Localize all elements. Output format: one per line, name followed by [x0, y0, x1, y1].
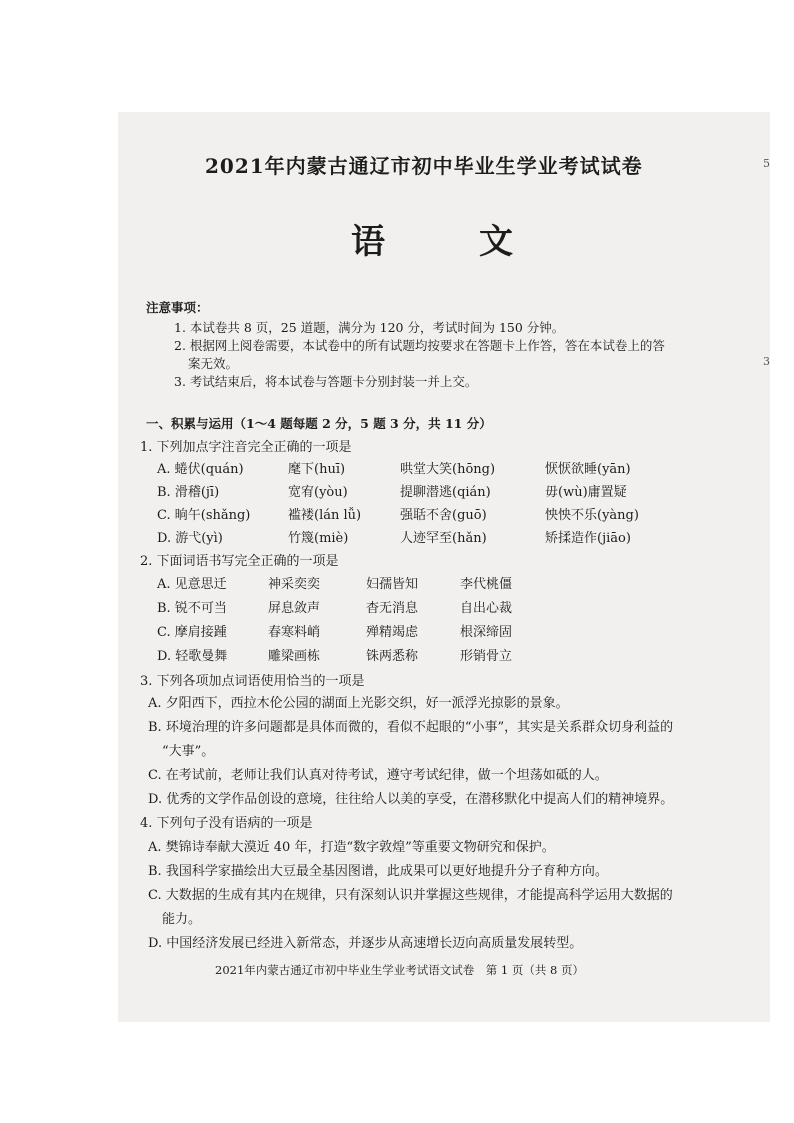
- q3-option: B. 环境治理的许多问题都是具体而微的，看似不起眼的“小事”，其实是关系群众切身利益的: [148, 720, 674, 735]
- notice-item: 2. 根据网上阅卷需要，本试卷中的所有试题均按要求在答题卡上作答，答在本试卷上的答: [174, 338, 665, 353]
- q1-option: 提聊潜逃(qián): [400, 485, 491, 500]
- q2-option: C. 摩肩接踵: [157, 625, 227, 640]
- q1-option: B. 滑稽(jī): [157, 485, 220, 500]
- q1-option: C. 晌午(shǎng): [157, 508, 251, 523]
- q2-option: 殚精竭虑: [366, 625, 419, 640]
- q1-option: 怏怏不乐(yàng): [545, 508, 639, 523]
- q4-option: D. 中国经济发展已经进入新常态，并逐步从高速增长迈向高质量发展转型。: [148, 936, 583, 951]
- q2-option: 铢两悉称: [366, 649, 419, 664]
- q3-option: “大事”。: [162, 744, 215, 759]
- subject-title: 语 文: [351, 222, 543, 262]
- q2-option: 妇孺皆知: [366, 577, 419, 592]
- question-stem: 2. 下面词语书写完全正确的一项是: [140, 554, 339, 569]
- q1-option: 麾下(huī): [288, 462, 346, 477]
- q1-option: 竹篾(miè): [288, 531, 349, 546]
- q2-option: 李代桃僵: [460, 577, 513, 592]
- q1-option: 宽宥(yòu): [288, 485, 348, 500]
- q4-option: B. 我国科学家描绘出大豆最全基因图谱，此成果可以更好地提升分子育种方向。: [148, 864, 608, 879]
- q2-option: 春寒料峭: [268, 625, 321, 640]
- question-stem: 3. 下列各项加点词语使用恰当的一项是: [140, 674, 365, 689]
- q2-option: A. 见意思迁: [157, 577, 227, 592]
- q2-option: 自出心裁: [460, 601, 513, 616]
- q2-option: 根深缔固: [460, 625, 513, 640]
- q2-option: 杳无消息: [366, 601, 419, 616]
- q2-option: 神采奕奕: [268, 577, 321, 592]
- q2-option: 屏息敛声: [268, 601, 321, 616]
- section-heading: 一、积累与运用（1～4 题每题 2 分，5 题 3 分，共 11 分）: [146, 416, 492, 431]
- q2-option: 雕梁画栋: [268, 649, 321, 664]
- question-stem: 1. 下列加点字注音完全正确的一项是: [140, 440, 352, 455]
- notice-item: 3. 考试结束后，将本试卷与答题卡分别封装一并上交。: [174, 374, 478, 389]
- exam-title: 2021年内蒙古通辽市初中毕业生学业考试试卷: [205, 154, 643, 178]
- notice-item: 1. 本试卷共 8 页，25 道题，满分为 120 分，考试时间为 150 分钟。: [174, 320, 565, 335]
- edge-mark: 5: [763, 157, 770, 170]
- q4-option: A. 樊锦诗奉献大漠近 40 年，打造“数字敦煌”等重要文物研究和保护。: [148, 840, 555, 855]
- q1-option: 哄堂大笑(hōng): [400, 462, 496, 477]
- q3-option: C. 在考试前，老师让我们认真对待考试，遵守考试纪律，做一个坦荡如砥的人。: [148, 768, 608, 783]
- q1-option: A. 蜷伏(quán): [157, 462, 244, 477]
- q1-option: 毋(wù)庸置疑: [545, 485, 627, 500]
- q1-option: 矫揉造作(jiāo): [545, 531, 631, 546]
- page-footer: 2021年内蒙古通辽市初中毕业生学业考试语文试卷 第 1 页（共 8 页）: [215, 963, 585, 977]
- q2-option: B. 锐不可当: [157, 601, 227, 616]
- q1-option: 人迹罕至(hǎn): [400, 531, 487, 546]
- q1-option: 褴褛(lán lǚ): [288, 508, 362, 523]
- q1-option: 强聒不舍(guō): [400, 508, 487, 523]
- q1-option: D. 游弋(yì): [157, 531, 223, 546]
- q3-option: D. 优秀的文学作品创设的意境，往往给人以美的享受，在潜移默化中提高人们的精神境界。: [148, 792, 674, 807]
- q1-option: 恹恹欲睡(yān): [545, 462, 631, 477]
- q3-option: A. 夕阳西下，西拉木伦公园的湖面上光影交织，好一派浮光掠影的景象。: [148, 696, 569, 711]
- q2-option: D. 轻歌曼舞: [157, 649, 228, 664]
- edge-mark: 3: [763, 355, 770, 368]
- q4-option: C. 大数据的生成有其内在规律，只有深刻认识并掌握这些规律，才能提高科学运用大数据的: [148, 888, 673, 903]
- notice-item: 案无效。: [188, 356, 239, 371]
- question-stem: 4. 下列句子没有语病的一项是: [140, 816, 313, 831]
- q4-option: 能力。: [162, 912, 202, 927]
- q2-option: 形销骨立: [460, 649, 513, 664]
- notice-heading: 注意事项：: [146, 300, 209, 315]
